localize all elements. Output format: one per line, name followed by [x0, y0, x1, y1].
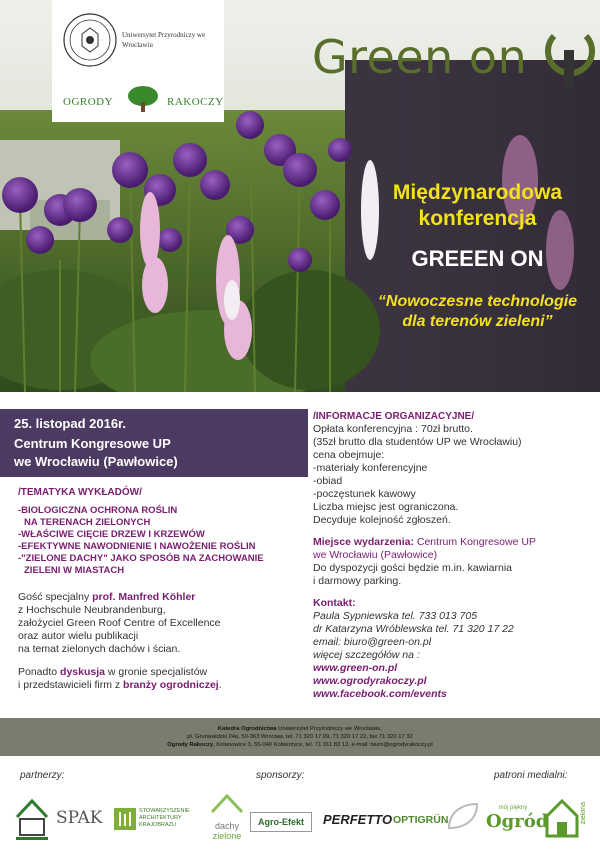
university-seal-icon — [62, 12, 118, 68]
topic-item: -BIOLOGICZNA OCHRONA ROŚLIN — [18, 505, 178, 516]
discussion-p1: Ponadto — [18, 666, 61, 678]
org-line: Decyduje kolejność zgłoszeń. — [313, 514, 451, 526]
sak-line-3: KRAJOBRAZU — [139, 822, 176, 828]
conference-subtitle — [355, 292, 600, 332]
patrons-label: patroni medialni: — [494, 770, 568, 781]
conference-title-block — [355, 180, 600, 332]
org-line: (35zł brutto dla studentów UP we Wrocławiu) — [313, 436, 522, 448]
contact-line: Paula Sypniewska tel. 733 013 705 — [313, 610, 478, 622]
conference-line-1: Międzynarodowa — [392, 181, 563, 204]
org-line: -poczęstunek kawowy — [313, 488, 416, 500]
ogrody-word: OGRODY — [63, 96, 114, 108]
venue-line-2: we Wrocławiu (Pawłowice) — [14, 454, 178, 469]
contact-line: więcej szczegółów na : — [313, 649, 420, 661]
topics-section — [18, 486, 318, 692]
footer-line2: pl. Grunwaldzki 24a, 50-363 Wrocław, tel. 71 320 17 09, 71 320 17 22, fax 71 320 17 32 — [187, 734, 413, 740]
org-line: -materiały konferencyjne — [313, 462, 428, 474]
topics-header: /TEMATYKA WYKŁADÓW/ — [18, 487, 142, 498]
leaf-icon — [445, 800, 481, 832]
footer-dept: Katedra Ogrodnictwa — [217, 726, 277, 732]
zielona-logo — [544, 798, 588, 848]
sak-logo — [114, 808, 214, 830]
event-date: 25. listopad 2016r. — [14, 416, 127, 431]
green-on-logo — [312, 22, 600, 92]
org-line: cena obejmuje: — [313, 449, 385, 461]
location-section — [313, 536, 598, 588]
roof-icon — [210, 792, 244, 816]
guest-name: prof. Manfred Köhler — [92, 591, 196, 603]
subtitle-line-1: “Nowoczesne technologie — [377, 293, 578, 310]
topic-item: -WŁAŚCIWE CIĘCIE DRZEW I KRZEWÓW — [18, 529, 205, 540]
org-line: Liczba miejsc jest ograniczona. — [313, 501, 459, 513]
sponsors-label: sponsorzy: — [256, 770, 305, 781]
guest-line: oraz autor wielu publikacji — [18, 630, 139, 642]
partners-label: partnerzy: — [20, 770, 65, 781]
location-line: Do dyspozycji gości będzie m.in. kawiarnia — [313, 562, 513, 574]
special-guest — [18, 591, 318, 656]
guest-line: założyciel Green Roof Centre of Excellence — [18, 617, 221, 629]
green-house-icon — [544, 798, 580, 838]
dachy-zielone-logo — [207, 792, 247, 848]
zielona-text: zielona — [580, 802, 587, 825]
contact-line: dr Katarzyna Wróblewska tel. 71 320 17 22 — [313, 623, 514, 635]
conference-name: GREEEN ON — [411, 246, 544, 271]
footer-line1: Uniwersytet Przyrodniczy we Wrocławiu, — [276, 726, 383, 732]
tree-icon — [125, 86, 161, 114]
zielone-text: zielone — [212, 831, 242, 841]
venue-line-1: Centrum Kongresowe UP — [14, 436, 171, 451]
contact-section — [313, 597, 598, 701]
footer-line3: , Kolanowice 3, 55-040 Kobierzyce, tel. 71 311 83 13, e-mail: biuro@ogrodyrakoczy.pl — [213, 742, 433, 748]
location-label: Miejsce wydarzenia: — [313, 536, 414, 548]
subtitle-line-2: dla terenów zieleni” — [402, 313, 553, 330]
sak-line-1: STOWARZYSZENIE — [139, 808, 190, 814]
ogrody-rakoczy-logo — [57, 86, 222, 114]
sponsor-logo-panel — [52, 0, 224, 122]
link-ogrody-rakoczy[interactable]: www.ogrodyrakoczy.pl — [313, 675, 427, 687]
power-ring-icon — [540, 22, 600, 88]
contact-label: Kontakt: — [313, 597, 356, 609]
discussion-p2: w gronie specjalistów — [105, 666, 208, 678]
university-name: Uniwersytet Przyrodniczy we Wrocławiu — [122, 31, 206, 49]
sak-icon — [114, 808, 136, 830]
rakoczy-word: RAKOCZY — [167, 96, 224, 108]
org-line: Opłata konferencyjna : 70zł brutto. — [313, 423, 473, 435]
agro-efekt-logo: Agro-Efekt — [250, 812, 312, 832]
link-green-on[interactable]: www.green-on.pl — [313, 662, 398, 674]
spak-logo: SPAK — [56, 808, 103, 828]
partner-house-icon — [14, 795, 50, 841]
topic-item: ZIELENI W MIASTACH — [24, 565, 125, 576]
guest-line: z Hochschule Neubrandenburg, — [18, 604, 166, 616]
location-line: i darmowy parking. — [313, 575, 402, 587]
discussion-p3: i przedstawicieli firm z — [18, 679, 124, 691]
conference-line-2: konferencja — [418, 207, 537, 230]
industry-word: branży ogrodniczej — [123, 679, 219, 691]
guest-prefix: Gość specjalny — [18, 591, 93, 603]
hero-photo — [0, 0, 600, 392]
discussion-word: dyskusja — [60, 666, 105, 678]
date-venue-banner — [0, 409, 308, 477]
location-line-2: we Wrocławiu (Pawłowice) — [313, 549, 438, 561]
ogrod-text: Ogród — [486, 811, 549, 832]
contact-email[interactable]: email: biuro@green-on.pl — [313, 636, 432, 648]
moj-piekny-ogrod-logo — [486, 805, 549, 832]
guest-line: na temat zielonych dachów i ścian. — [18, 643, 181, 655]
topic-item: NA TERENACH ZIELONYCH — [24, 517, 151, 528]
organizational-info — [313, 410, 598, 701]
link-facebook-events[interactable]: www.facebook.com/events — [313, 688, 447, 700]
topic-item: -"ZIELONE DACHY" JAKO SPOSÓB NA ZACHOWANIE — [18, 553, 264, 564]
ogrod-small-text: mój piękny — [498, 805, 528, 811]
org-header: /INFORMACJE ORGANIZACYJNE/ — [313, 411, 475, 422]
topic-item: -EFEKTYWNE NAWODNIENIE I NAWOŻENIE ROŚLIN — [18, 541, 256, 552]
discussion-text — [18, 666, 318, 692]
org-line: -obiad — [313, 475, 343, 487]
footer-ogrody: Ogrody Rakoczy — [167, 742, 214, 748]
footer-band — [0, 718, 600, 756]
location-value: Centrum Kongresowe UP — [413, 536, 536, 548]
dachy-text: dachy — [214, 821, 240, 831]
optigrun-logo: OPTIGRÜN — [393, 814, 449, 826]
sak-line-2: ARCHITEKTURY — [139, 815, 182, 821]
discussion-end: . — [218, 679, 222, 691]
perfetto-logo: PERFETTO — [323, 812, 393, 827]
green-on-logo-text: Green on — [312, 30, 528, 84]
